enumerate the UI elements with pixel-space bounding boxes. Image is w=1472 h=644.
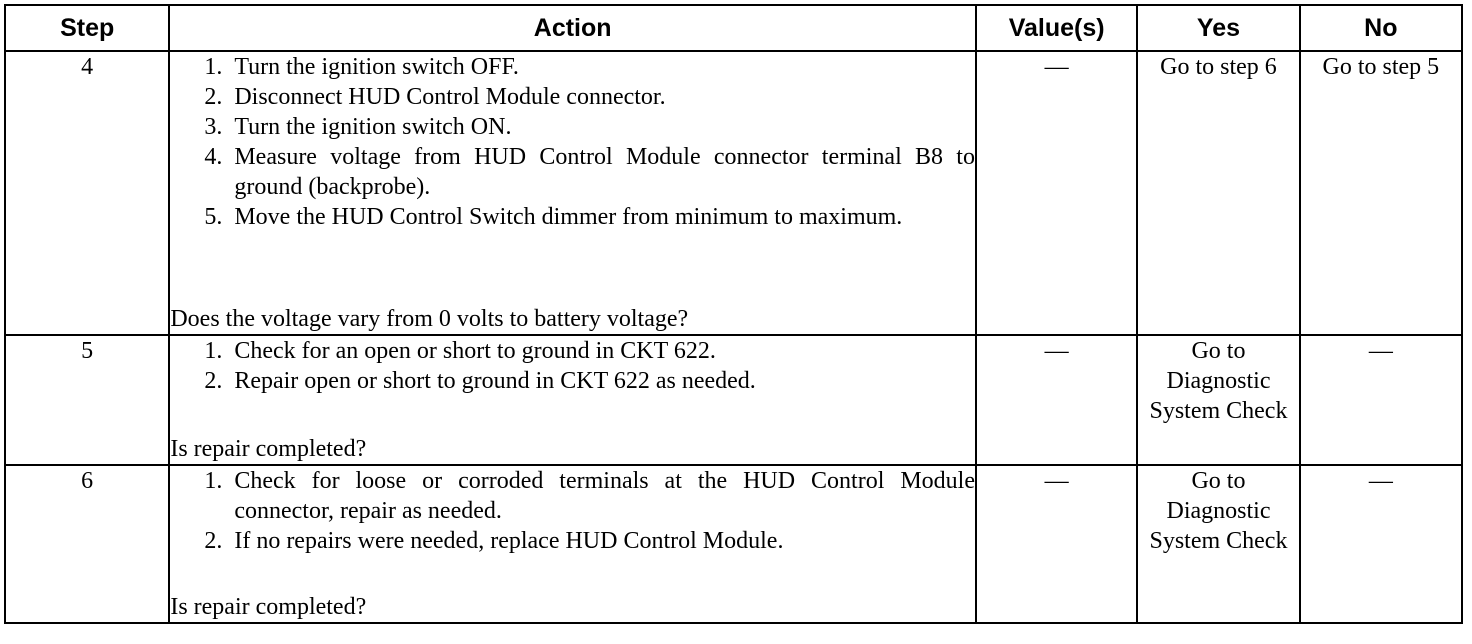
action-item: 2. Repair open or short to ground in CKT 622 as needed. — [228, 366, 975, 396]
action-item: 4. Measure voltage from HUD Control Module connector terminal B8 to ground (backprobe). — [228, 142, 975, 202]
header-values: Value(s) — [976, 5, 1137, 51]
header-action: Action — [169, 5, 976, 51]
question-text: Is repair completed? — [170, 436, 367, 462]
value-cell: — — [976, 51, 1137, 335]
yes-cell: Go to Diagnostic System Check — [1137, 465, 1299, 623]
header-step: Step — [5, 5, 169, 51]
action-cell — [169, 465, 976, 623]
action-list — [170, 52, 975, 232]
no-cell: — — [1300, 465, 1462, 623]
action-list — [170, 336, 975, 396]
no-cell: — — [1300, 335, 1462, 465]
header-row — [5, 5, 1462, 51]
action-item: 2. Disconnect HUD Control Module connector. — [228, 82, 975, 112]
action-item: 1. Check for an open or short to ground in CKT 622. — [228, 336, 975, 366]
step-number: 6 — [5, 465, 169, 623]
action-item: 3. Turn the ignition switch ON. — [228, 112, 975, 142]
no-cell: Go to step 5 — [1300, 51, 1462, 335]
value-cell: — — [976, 335, 1137, 465]
table-row — [5, 335, 1462, 465]
action-item: 1. Check for loose or corroded terminals at the HUD Control Module connector, repair as needed. — [228, 466, 975, 526]
action-item: 5. Move the HUD Control Switch dimmer from minimum to maximum. — [228, 202, 975, 232]
question-text: Does the voltage vary from 0 volts to battery voltage? — [170, 306, 689, 332]
yes-cell: Go to step 6 — [1137, 51, 1299, 335]
table-row — [5, 465, 1462, 623]
action-cell — [169, 51, 976, 335]
step-number: 5 — [5, 335, 169, 465]
header-yes: Yes — [1137, 5, 1299, 51]
yes-cell: Go to Diagnostic System Check — [1137, 335, 1299, 465]
diagnostic-table — [4, 4, 1463, 624]
action-item: 1. Turn the ignition switch OFF. — [228, 52, 975, 82]
action-item: 2. If no repairs were needed, replace HUD Control Module. — [228, 526, 975, 556]
action-cell — [169, 335, 976, 465]
step-number: 4 — [5, 51, 169, 335]
table-row — [5, 51, 1462, 335]
question-text: Is repair completed? — [170, 594, 367, 620]
value-cell: — — [976, 465, 1137, 623]
action-list — [170, 466, 975, 556]
header-no: No — [1300, 5, 1462, 51]
